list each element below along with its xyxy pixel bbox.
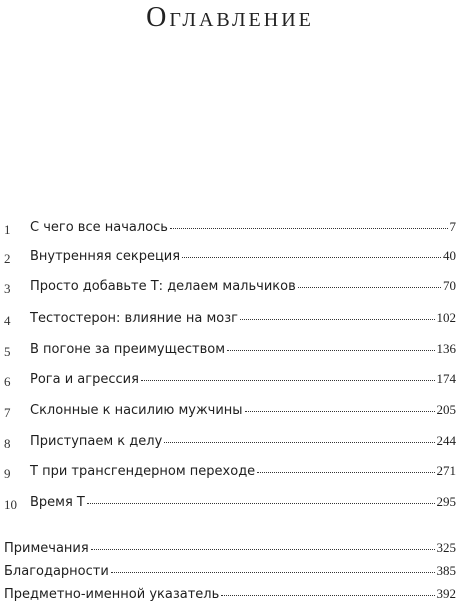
dot-leader xyxy=(141,380,435,381)
back-matter-title: Благодарности xyxy=(4,564,109,579)
chapter-number: 1 xyxy=(4,222,11,237)
chapter-title: Рога и агрессия xyxy=(30,372,139,387)
toc-chapter-row xyxy=(0,463,460,485)
page-number: 271 xyxy=(436,463,456,478)
toc-chapter-row xyxy=(0,494,460,516)
dot-leader xyxy=(170,228,448,229)
dot-leader xyxy=(298,287,441,288)
page-number: 244 xyxy=(436,433,456,448)
dot-leader xyxy=(245,411,435,412)
toc-entry-line xyxy=(30,463,456,485)
toc-chapter-row xyxy=(0,219,460,241)
page-number: 136 xyxy=(436,341,456,356)
page-title: Оглавление xyxy=(146,2,314,33)
toc-entry-line xyxy=(4,563,456,585)
toc-entry-line xyxy=(30,310,456,332)
chapter-title: С чего все началось xyxy=(30,220,168,235)
toc-entry-line xyxy=(30,371,456,393)
back-matter-title: Предметно-именной указатель xyxy=(4,587,220,602)
chapter-title: Время Т xyxy=(30,495,85,510)
chapter-number: 9 xyxy=(4,466,11,481)
page-number: 102 xyxy=(436,310,456,325)
toc-entry-line xyxy=(30,494,456,516)
page-number: 295 xyxy=(436,494,456,509)
page-number: 7 xyxy=(449,219,456,234)
toc-back-matter-row xyxy=(0,586,460,608)
dot-leader xyxy=(221,595,434,596)
toc-chapter-row xyxy=(0,248,460,270)
page-number: 325 xyxy=(436,540,456,555)
dot-leader xyxy=(257,472,434,473)
page-number: 40 xyxy=(443,248,456,263)
dot-leader xyxy=(227,350,434,351)
chapter-number: 10 xyxy=(4,497,17,512)
page-number: 385 xyxy=(436,563,456,578)
page-number: 174 xyxy=(436,371,456,386)
toc-chapter-row xyxy=(0,402,460,424)
toc-chapter-row xyxy=(0,371,460,393)
toc-chapter-row xyxy=(0,278,460,300)
toc-back-matter-row xyxy=(0,563,460,585)
dot-leader xyxy=(91,549,435,550)
dot-leader xyxy=(87,503,435,504)
toc-entry-line xyxy=(4,586,456,608)
chapter-title: В погоне за преимуществом xyxy=(30,342,226,357)
toc-entry-line xyxy=(30,278,456,300)
toc-entry-line xyxy=(30,433,456,455)
dot-leader xyxy=(111,572,435,573)
chapter-title: Тестостерон: влияние на мозг xyxy=(30,311,238,326)
chapter-title: Приступаем к делу xyxy=(30,434,163,449)
page-number: 205 xyxy=(436,402,456,417)
chapter-number: 2 xyxy=(4,251,11,266)
chapter-number: 7 xyxy=(4,405,11,420)
chapter-title: Т при трансгендерном переходе xyxy=(30,464,256,479)
toc-entry-line xyxy=(30,248,456,270)
toc-entry-line xyxy=(30,341,456,363)
toc-entry-line xyxy=(30,402,456,424)
toc-chapter-row xyxy=(0,310,460,332)
chapter-number: 5 xyxy=(4,344,11,359)
back-matter-title: Примечания xyxy=(4,541,89,556)
dot-leader xyxy=(164,442,434,443)
dot-leader xyxy=(240,319,435,320)
chapter-title: Склонные к насилию мужчины xyxy=(30,403,243,418)
chapter-title: Просто добавьте Т: делаем мальчиков xyxy=(30,279,296,294)
chapter-number: 6 xyxy=(4,374,11,389)
page-number: 392 xyxy=(436,586,456,601)
chapter-number: 8 xyxy=(4,436,11,451)
page-number: 70 xyxy=(443,278,456,293)
dot-leader xyxy=(182,257,441,258)
chapter-number: 4 xyxy=(4,313,11,328)
toc-entry-line xyxy=(30,219,456,241)
toc-back-matter-row xyxy=(0,540,460,562)
toc-chapter-row xyxy=(0,341,460,363)
toc-entry-line xyxy=(4,540,456,562)
chapter-title: Внутренняя секреция xyxy=(30,249,181,264)
toc-chapter-row xyxy=(0,433,460,455)
chapter-number: 3 xyxy=(4,281,11,296)
